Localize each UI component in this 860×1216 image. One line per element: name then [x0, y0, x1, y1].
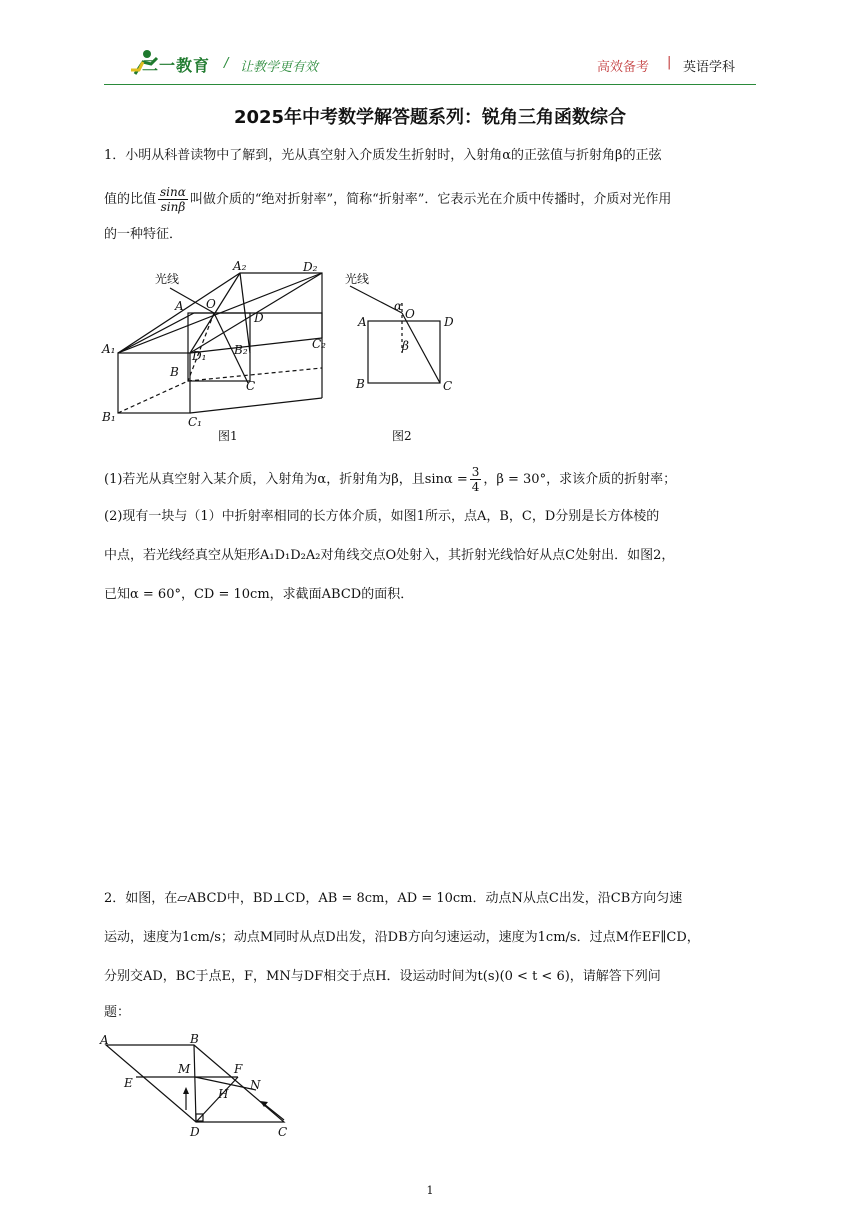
fig1-top-front-right [190, 338, 322, 353]
brand-name: 二一教育 [142, 56, 211, 75]
q2-label-n: N [250, 1078, 261, 1092]
q1-line3: 的一种特征． [104, 227, 183, 242]
page-number: 1 [426, 1184, 434, 1197]
fig1-caption: 图1 [218, 429, 238, 443]
header-tag-left: 高效备考 [597, 60, 650, 75]
q2-line2: 运动，速度为1cm/s；动点M同时从点D出发，沿DB方向匀速运动，速度为1cm/s．过点M作EF∥CD， [104, 930, 700, 945]
fig1-dashed-2 [118, 381, 188, 413]
sub1-den: 4 [471, 480, 480, 494]
q2-line3: 分别交AD，BC于点E，F，MN与DF相交于点H．设运动时间为t(s)(0 < t < 6)，请解答下列问 [104, 969, 661, 984]
figure-q2 [96, 1030, 306, 1140]
header-slogan: 让教学更有效 [240, 60, 319, 75]
label-d2: D₂ [303, 260, 318, 274]
figure-1-2 [100, 258, 480, 448]
q2-label-b: B [190, 1032, 199, 1046]
fig2-label-a: A [358, 315, 367, 329]
q1-line2-pre: 值的比值 [104, 192, 157, 207]
frac-denominator: sinβ [160, 200, 186, 214]
q2-label-d: D [190, 1125, 200, 1139]
label-o: O [206, 297, 216, 311]
q2-label-e: E [124, 1076, 133, 1090]
q2-label-m: M [178, 1062, 191, 1076]
q2-line4: 题： [104, 1005, 131, 1020]
refraction-fraction [158, 185, 188, 214]
header-slash: / [224, 56, 229, 71]
q1-line1: 1．小明从科普读物中了解到，光从真空射入介质发生折射时，入射角α的正弦值与折射角β的正弦 [104, 148, 662, 163]
fig1-front-face [118, 353, 190, 413]
header-divider [104, 84, 756, 85]
fig2-label-o: O [405, 307, 415, 321]
label-c1: C₁ [188, 415, 202, 429]
fig2-label-c: C [443, 379, 453, 393]
fig1-dashed-1 [188, 313, 214, 381]
header-tag-right: 英语学科 [683, 60, 736, 75]
sub1-num: 3 [471, 465, 480, 479]
q1-line2-post: 叫做介质的“绝对折射率”，简称“折射率”．它表示光在介质中传播时，介质对光作用 [189, 192, 672, 207]
q2-line1: 2．如图，在▱ABCD中，BD⊥CD，AB = 8cm，AD = 10cm．动点N从点C出发，沿CB方向匀速 [104, 891, 683, 906]
label-a: A [175, 299, 184, 313]
page-title: 2025年中考数学解答题系列：锐角三角函数综合 [233, 107, 627, 128]
arrow-n [264, 1104, 284, 1120]
fig2-light-label: 光线 [345, 272, 370, 286]
fig2-caption: 图2 [392, 429, 412, 443]
q1-sub2-line3: 已知α = 60°，CD = 10cm，求截面ABCD的面积． [104, 587, 414, 602]
fig2-label-b: B [356, 377, 365, 391]
label-a2: A₂ [233, 259, 247, 273]
label-b1: B₁ [102, 410, 116, 424]
segment-bd [194, 1045, 196, 1122]
q2-label-a: A [100, 1033, 109, 1047]
label-b2: B₂ [234, 343, 248, 357]
sin-alpha-fraction [470, 465, 482, 494]
label-c2: C₂ [312, 337, 326, 351]
fig1-light-label: 光线 [155, 272, 180, 286]
fig2-beta: β [402, 339, 409, 353]
sub1-pre: (1)若光从真空射入某介质，入射角为α，折射角为β，且sinα = [104, 472, 468, 487]
label-c: C [246, 379, 256, 393]
label-d1: D₁ [192, 349, 207, 363]
frac-numerator: sinα [160, 185, 186, 199]
sub1-post: ，β = 30°，求该介质的折射率； [483, 472, 677, 487]
q2-label-c: C [278, 1125, 288, 1139]
fig2-label-d: D [444, 315, 454, 329]
q2-label-f: F [234, 1062, 243, 1076]
label-d: D [254, 311, 264, 325]
header-separator: | [667, 55, 672, 70]
q1-sub2-line2: 中点，若光线经真空从矩形A₁D₁D₂A₂对角线交点O处射入，其折射光线恰好从点C处射出．如图2， [104, 548, 675, 563]
q1-sub1 [104, 465, 764, 494]
fig1-bottom-right [190, 398, 322, 413]
segment-df [196, 1077, 238, 1122]
q1-sub2-line1: (2)现有一块与（1）中折射率相同的长方体介质，如图1所示，点A，B，C，D分别是长方体棱的 [104, 509, 660, 524]
label-a1: A₁ [102, 342, 116, 356]
fig2-alpha: α [394, 299, 403, 313]
q2-label-h: H [218, 1087, 229, 1101]
label-b: B [170, 365, 179, 379]
arrow-m-head [183, 1087, 189, 1094]
q1-line2 [104, 185, 764, 214]
